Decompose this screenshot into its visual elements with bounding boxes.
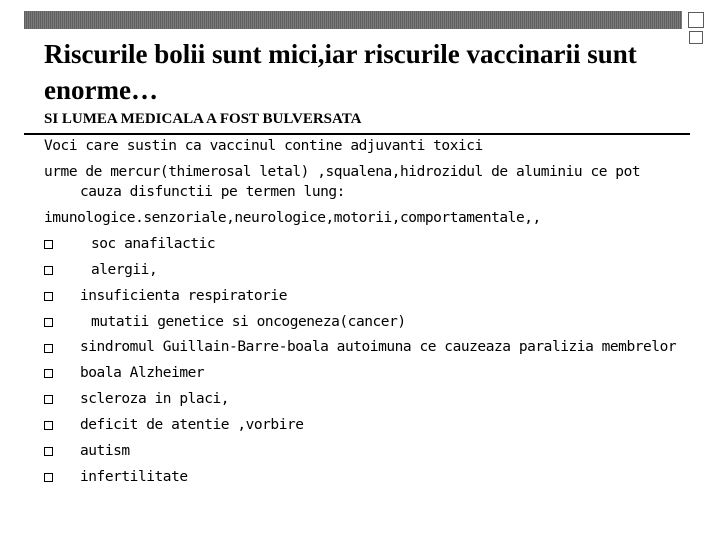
list-item-text: infertilitate (80, 469, 188, 485)
decorative-square-small (689, 31, 703, 44)
slide-title: Riscurile bolii sunt mici,iar riscurile vaccinarii sunt enorme… (44, 39, 637, 105)
list-item (44, 363, 684, 383)
slide-subtitle: SI LUMEA MEDICALA A FOST BULVERSATA (44, 111, 362, 127)
list-item (44, 312, 684, 332)
decorative-square-large (688, 12, 704, 28)
list-item-text: insuficienta respiratorie (80, 288, 287, 304)
hollow-square-bullet-icon (44, 344, 53, 353)
list-item-text: mutatii genetice si oncogeneza(cancer) (91, 314, 406, 330)
list-item (44, 338, 684, 357)
list-item (44, 286, 684, 306)
hollow-square-bullet-icon (44, 395, 53, 404)
list-item (44, 260, 684, 280)
hollow-square-bullet-icon (44, 473, 53, 482)
hollow-square-bullet-icon (44, 266, 53, 275)
decorative-top-bar (24, 11, 682, 29)
hollow-square-bullet-icon (44, 318, 53, 327)
list-item (44, 389, 684, 409)
paragraph-mercury: urme de mercur(thimerosal letal) ,squalena,hidrozidul de aluminiu ce pot cauza disfunctii pe termen lung: (44, 164, 641, 200)
title-divider (24, 133, 690, 135)
hollow-square-bullet-icon (44, 421, 53, 430)
list-item-text: scleroza in placi, (80, 391, 230, 407)
list-item-text: autism (80, 443, 130, 459)
hollow-square-bullet-icon (44, 447, 53, 456)
effects-list (44, 234, 684, 487)
list-item-text: boala Alzheimer (80, 365, 205, 381)
list-item (44, 234, 684, 254)
list-item-text: sindromul Guillain-Barre-boala autoimuna ce cauzeaza paralizia membrelor (80, 339, 677, 355)
list-item (44, 441, 684, 461)
list-item (44, 415, 684, 435)
hollow-square-bullet-icon (44, 369, 53, 378)
paragraph-adjuvants: Voci care sustin ca vaccinul contine adjuvanti toxici (44, 138, 483, 154)
list-item-text: soc anafilactic (91, 236, 216, 252)
hollow-square-bullet-icon (44, 240, 53, 249)
paragraph-dysfunctions: imunologice.senzoriale,neurologice,motorii,comportamentale,, (44, 210, 541, 226)
list-item-text: alergii, (91, 262, 158, 278)
slide-body (44, 136, 684, 493)
list-item (44, 467, 684, 487)
hollow-square-bullet-icon (44, 292, 53, 301)
list-item-text: deficit de atentie ,vorbire (80, 417, 304, 433)
